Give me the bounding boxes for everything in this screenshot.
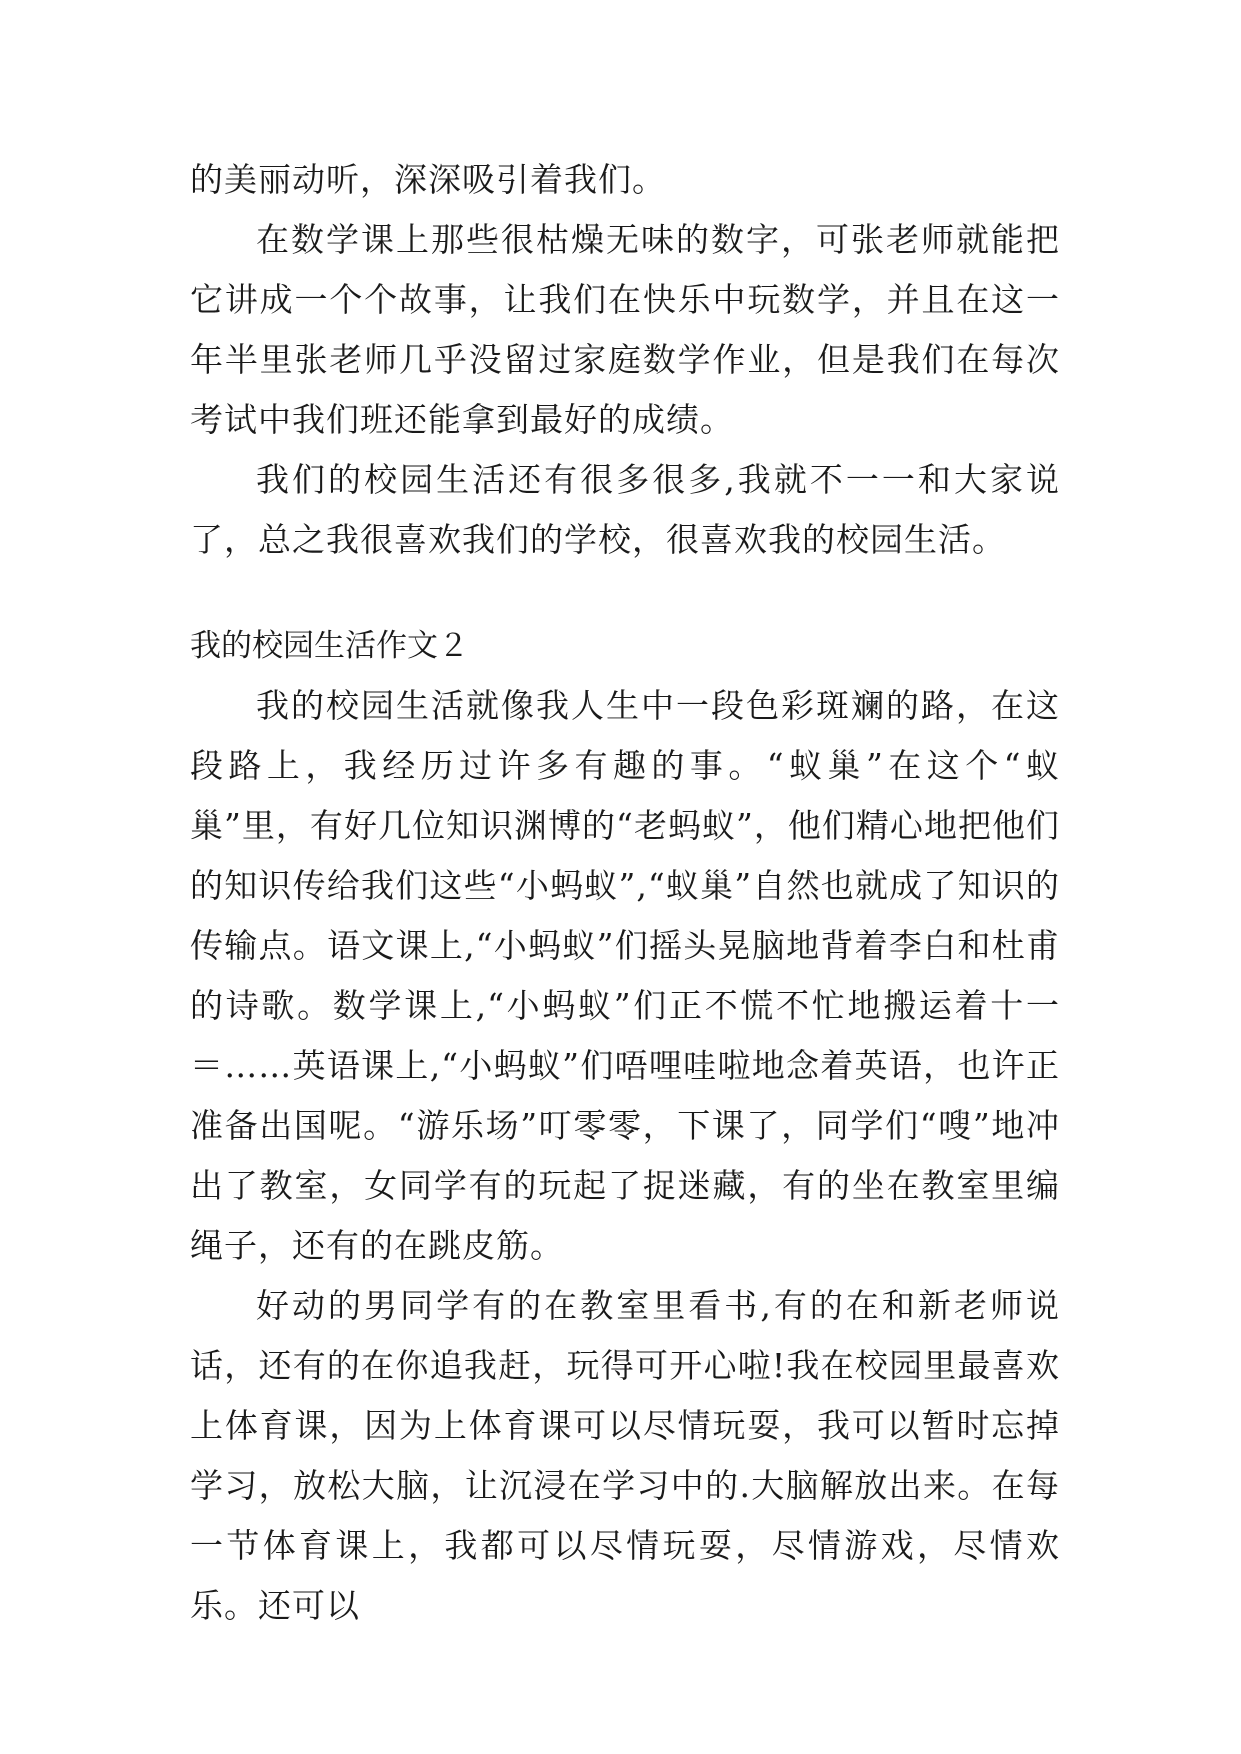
paragraph-math-class: 在数学课上那些很枯燥无味的数字，可张老师就能把它讲成一个个故事，让我们在快乐中玩数学，并且在这一年半里张老师几乎没留过家庭数学作业，但是我们在每次考试中我们班还能拿到最好的成绩。 bbox=[190, 220, 1060, 439]
paragraph-continuation: 的美丽动听，深深吸引着我们。 bbox=[190, 160, 666, 199]
paragraph-ant-nest: 我的校园生活就像我人生中一段色彩斑斓的路，在这段路上，我经历过许多有趣的事。“蚁巢”在这个“蚁巢”里，有好几位知识渊博的“老蚂蚁”，他们精心地把他们的知识传给我们这些“小蚂蚁”,“蚁巢”自然也就成了知识的传输点。语文课上,“小蚂蚁”们摇头晃脑地背着李白和杜甫的诗歌。数学课上,“小蚂蚁”们正不慌不忙地搬运着十一＝……英语课上,“小蚂蚁”们唔哩哇啦地念着英语，也许正准备出国呢。“游乐场”叮零零，下课了，同学们“嗖”地冲出了教室，女同学有的玩起了捉迷藏，有的坐在教室里编绳子，还有的在跳皮筋。 bbox=[190, 686, 1060, 1265]
essay-heading: 我的校园生活作文２ bbox=[190, 628, 469, 664]
section-gap bbox=[190, 570, 1060, 616]
paragraph-pe-class: 好动的男同学有的在教室里看书,有的在和新老师说话，还有的在你追我赶，玩得可开心啦!我在校园里最喜欢上体育课，因为上体育课可以尽情玩耍，我可以暂时忘掉学习，放松大脑，让沉浸在学习中的.大脑解放出来。在每一节体育课上，我都可以尽情玩耍，尽情游戏，尽情欢乐。还可以 bbox=[190, 1286, 1060, 1625]
paragraph-conclusion: 我们的校园生活还有很多很多,我就不一一和大家说了，总之我很喜欢我们的学校，很喜欢我的校园生活。 bbox=[190, 460, 1060, 559]
document-page bbox=[190, 150, 1060, 1636]
